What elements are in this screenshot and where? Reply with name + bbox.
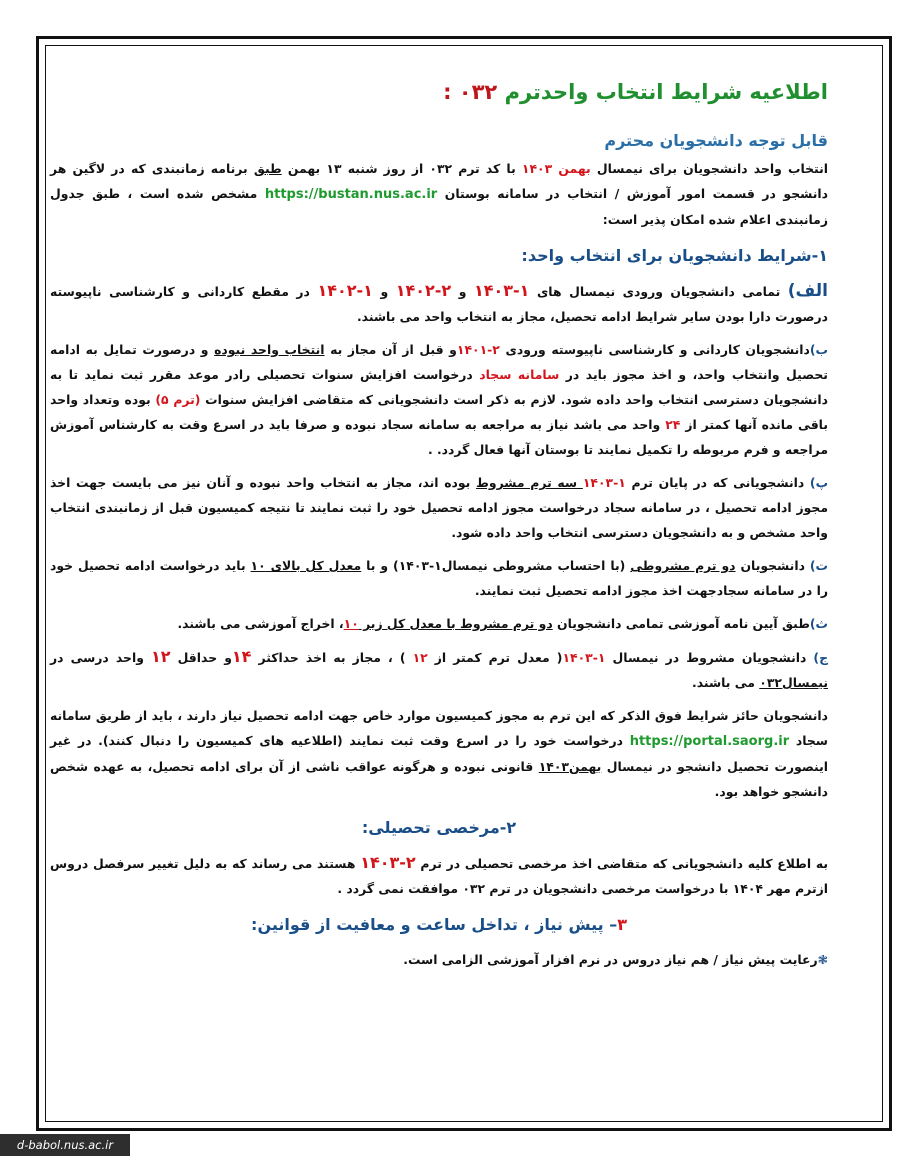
rule-text: و قبل از آن مجاز به [324, 342, 457, 357]
rule-marker: ب) [809, 342, 828, 357]
page-title [50, 72, 828, 112]
term-code: ۱-۱۴۰۳ [562, 650, 606, 665]
rule-text: دانشجویان کاردانی و کارشناسی ناپیوسته ورودی [499, 342, 810, 357]
rule-text: و [372, 284, 396, 299]
rule-text: سه ترم مشروط [476, 475, 583, 490]
title-colon: : [443, 80, 459, 104]
section1-heading: ۱-شرایط دانشجویان برای انتخاب واحد: [521, 246, 828, 265]
units-count: ۲۴ [665, 417, 681, 432]
rule-text: درخواست افزایش سنوات تحصیلی رادر موعد مقرر ثبت نماید تا به دانشجویان دسترسی انتخاب واحد داده شود. لازم به ذکر است دانشجویانی که متقاضی افزایش سنوات [50, 367, 828, 407]
term-code: ۲-۱۴۰۱ [456, 342, 500, 357]
rule-text: در مقطع کاردانی و کارشناسی ناپیوسته درصورت دارا بودن سایر شرایط ادامه تحصیل، مجاز به انتخاب واحد می باشند. [50, 284, 828, 324]
term-code: ۱-۱۴۰۳ [582, 475, 626, 490]
footer-site-label: d-babol.nus.ac.ir [0, 1134, 130, 1156]
prerequisite-paragraph [50, 947, 828, 972]
rule-text: واحد می باشد نیاز به مراجعه به سامانه سجاد نبوده و صرفا باید در اسرع وقت به کارشناس آموزش مراجعه و فرم مربوطه را تکمیل نمایند تا بوستان آنها فعال گردد. . [50, 417, 828, 457]
section3-heading [50, 909, 828, 941]
intro-text: مشخص شده است ، طبق جدول زمانبندی اعلام شده امکان پذیر است: [50, 186, 828, 227]
note-text: درخواست خود را در اسرع وقت ثبت نمایند (اطلاعیه های کمیسیون را دنبال کنند). در غیر اینصورت تحصیل دانشجو در نیمسال [50, 733, 829, 774]
rule-text: باید درخواست ادامه تحصیل خود را در سامانه سجادجهت اخذ مجوز ادامه تحصیل ثبت نمایند. [50, 558, 828, 598]
rule-text: و درصورت تمایل به ادامه تحصیل وانتخاب واحد، و اخذ مجوز باید در [50, 342, 828, 382]
term-code: ۲-۱۴۰۳ [360, 853, 416, 872]
rule-text: ) ، مجاز به اخذ حداکثر [251, 650, 413, 665]
term-code: ۱-۱۴۰۲ [317, 281, 373, 300]
leave-text: هستند می رساند که به دلیل تغییر سرفصل دروس ازترم مهر ۱۴۰۴ با درخواست مرخصی دانشجویان در ترم ۰۳۲ موافقت نمی گردد . [50, 856, 828, 896]
rule-marker: ت) [809, 558, 828, 573]
rule-text: انتخاب واحد نبوده [214, 342, 325, 357]
intro-text: طبق [253, 161, 282, 176]
rule-marker: پ) [809, 475, 829, 490]
rule-se [50, 611, 828, 636]
rule-text: و [451, 284, 474, 299]
term-5: (ترم ۵) [155, 392, 201, 407]
rule-text: ( معدل ترم کمتر از [427, 650, 563, 665]
rule-text: و حداقل [170, 650, 232, 665]
rule-text: تمامی دانشجویان ورودی نیمسال های [529, 284, 788, 299]
intro-paragraph [50, 156, 828, 232]
units-count: ۱۲ [151, 647, 171, 666]
leave-paragraph [50, 850, 828, 901]
rule-text: ، اخراج آموزشی می باشند. [177, 616, 344, 631]
rule-alef [50, 278, 828, 329]
rule-text: (با احتساب مشروطی نیمسال۱-۱۴۰۳) و با [361, 558, 631, 573]
rule-text: نیمسال۰۳۲ [759, 675, 828, 690]
rule-text: می باشند. [692, 675, 760, 690]
title-term: ۰۳۲ [458, 80, 498, 104]
saorg-link[interactable]: https://portal.saorg.ir [629, 734, 790, 749]
note-text: بهمن۱۴۰۳ [538, 759, 602, 774]
rule-te [50, 553, 828, 603]
rule-text: دو ترم مشروطی [630, 558, 736, 573]
section3-number: ۳ [617, 915, 627, 934]
subtitle: قابل توجه دانشجویان محترم [604, 131, 828, 150]
term-code: ۲-۱۴۰۲ [395, 281, 452, 300]
gpa-value: ۱۰ [343, 616, 359, 631]
rule-text: بوده وتعداد واحد باقی مانده آنها کمتر از [50, 392, 828, 432]
rule-pe [50, 470, 828, 545]
note-text: دانشجویان حائز شرایط فوق الذکر که این ترم به مجوز کمیسیون موارد خاص جهت ادامه تحصیل نیاز دارند ، باید از طریق سامانه سجاد [50, 708, 828, 748]
gpa-value: ۱۲ [412, 650, 428, 665]
rule-text: دانشجویان مشروط در نیمسال [605, 650, 814, 665]
note-text: قانونی نبوده و هرگونه عواقب ناشی از آن برای ادامه تحصیل، به عهده شخص دانشجو خواهد بود. [50, 759, 828, 799]
rule-text: بوده اند، مجاز به انتخاب واحد نبوده و آنان نیز می بایست جهت اخذ مجوز ادامه تحصیل ، در سامانه سجاد درخواست مجوز ادامه تحصیل خود را ثبت نمایند تا نتیجه کمیسیون قبل از زمانبندی انتخاب واحد مشخص و به دانشجویان دسترسی انتخاب واحد داده شود. [50, 475, 828, 540]
rule-marker: ج) [813, 650, 828, 665]
leave-text: به اطلاع کلیه دانشجویانی که متقاضی اخذ مرخصی تحصیلی در ترم [415, 856, 828, 871]
rule-text: دانشجویان [735, 558, 810, 573]
intro-term: بهمن ۱۴۰۳ [521, 161, 591, 176]
rule-text: واحد درسی در [50, 650, 151, 665]
prerequisite-text: رعایت پیش نیاز / هم نیاز دروس در نرم افزار آموزشی الزامی است. [403, 952, 818, 967]
announcement-body [50, 72, 828, 980]
intro-text: برنامه زمانبندی که در لاگین هر دانشجو در قسمت امور آموزش / انتخاب در سامانه بوستان [50, 161, 828, 201]
rule-jim [50, 644, 828, 695]
units-count: ۱۴ [231, 647, 252, 666]
rule-text: دو ترم مشروط با معدل کل زیر [358, 616, 553, 631]
title-text: اطلاعیه شرایط انتخاب واحدترم [504, 80, 828, 104]
rule-marker: ث) [809, 616, 828, 631]
bustan-link[interactable]: https://bustan.nus.ac.ir [264, 187, 438, 202]
rule-text: دانشجویانی که در پایان ترم [625, 475, 810, 490]
section3-title: – پیش نیاز ، تداخل ساعت و معافیت از قوانین: [251, 915, 618, 934]
intro-text: انتخاب واحد دانشجویان برای نیمسال [590, 161, 829, 176]
rule-be [50, 337, 828, 462]
section2-heading: ۲-مرخصی تحصیلی: [361, 818, 517, 837]
term-code: ۱-۱۴۰۳ [473, 281, 530, 300]
rule-text: طبق آیین نامه آموزشی تمامی دانشجویان [552, 616, 810, 631]
intro-text: با کد ترم ۰۳۲ از روز شنبه ۱۳ بهمن [281, 161, 522, 176]
sajad-system: سامانه سجاد [479, 367, 560, 382]
rule-marker: الف) [787, 281, 828, 301]
flower-bullet-icon: ❃ [817, 952, 828, 967]
rule-text: معدل کل بالای ۱۰ [250, 558, 362, 573]
commission-note [50, 703, 828, 804]
